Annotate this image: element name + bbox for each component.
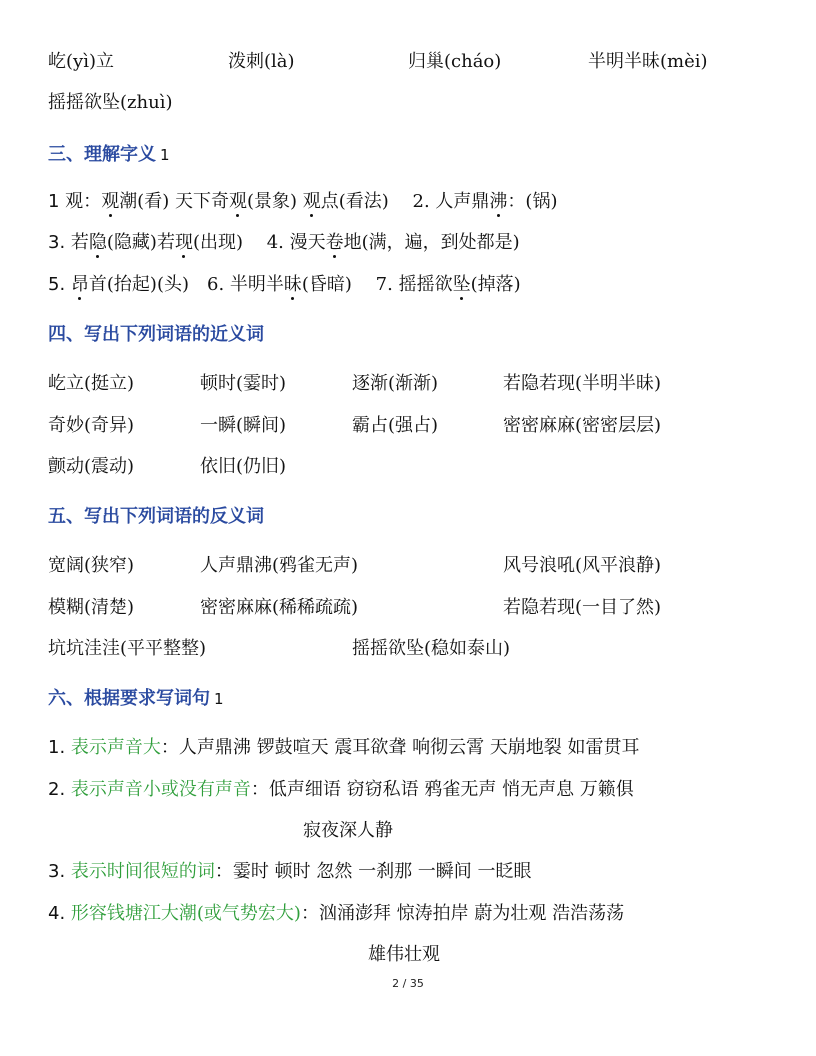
line-text: 点(看法) 2. 人声鼎 bbox=[320, 191, 490, 212]
pinyin-item: 摇摇欲坠(zhuì) bbox=[48, 92, 173, 113]
definition-line bbox=[48, 273, 521, 297]
section-number: 1 bbox=[160, 146, 170, 164]
requirement-line bbox=[48, 860, 532, 884]
section-heading bbox=[48, 143, 170, 167]
antonym-item: 模糊(清楚) bbox=[48, 597, 135, 618]
item-number: 3. bbox=[48, 861, 71, 882]
requirement-words: ：霎时 顿时 忽然 一刹那 一瞬间 一眨眼 bbox=[214, 861, 532, 882]
requirement-continuation: 寂夜深人静 bbox=[303, 820, 393, 841]
line-text: (隐藏)若 bbox=[106, 232, 175, 253]
emphasis-char: 坠 bbox=[452, 274, 471, 295]
item-number: 4. bbox=[48, 903, 71, 924]
line-prefix: 1 观： bbox=[48, 191, 102, 212]
line-text: (掉落) bbox=[470, 274, 521, 295]
antonym-item: 若隐若现(一目了然) bbox=[503, 597, 662, 618]
section-title: 六、根据要求写词句 bbox=[48, 688, 210, 709]
line-text: 首(抬起)(头) 6. 半明半 bbox=[88, 274, 284, 295]
line-text: (景象) bbox=[246, 191, 303, 212]
section-title: 五、写出下列词语的反义词 bbox=[48, 506, 264, 527]
synonym-item: 逐渐(渐渐) bbox=[352, 373, 439, 394]
line-prefix: 3. 若 bbox=[48, 232, 89, 253]
line-text: 地(满，遍，到处都是) bbox=[343, 232, 520, 253]
section-heading bbox=[48, 323, 264, 347]
emphasis-char: 卷 bbox=[325, 232, 344, 253]
section-title: 三、理解字义 bbox=[48, 144, 156, 165]
synonym-item: 一瞬(瞬间) bbox=[200, 415, 287, 436]
requirement-continuation: 雄伟壮观 bbox=[368, 944, 440, 965]
synonym-item: 颤动(震动) bbox=[48, 456, 135, 477]
definition-line bbox=[48, 190, 557, 214]
line-text: (出现) 4. 漫天 bbox=[192, 232, 326, 253]
synonym-item: 奇妙(奇异) bbox=[48, 415, 135, 436]
antonym-item: 宽阔(狭窄) bbox=[48, 555, 135, 576]
antonym-item: 风号浪吼(风平浪静) bbox=[503, 555, 662, 576]
emphasis-char: 隐 bbox=[88, 232, 107, 253]
line-prefix: 5. bbox=[48, 274, 71, 295]
definition-line bbox=[48, 231, 520, 255]
pinyin-item: 归巢(cháo) bbox=[408, 51, 502, 72]
pinyin-item: 屹(yì)立 bbox=[48, 51, 114, 72]
antonym-item: 人声鼎沸(鸦雀无声) bbox=[200, 555, 359, 576]
requirement-words: ：低声细语 窃窃私语 鸦雀无声 悄无声息 万籁俱 bbox=[250, 779, 634, 800]
synonym-item: 屹立(挺立) bbox=[48, 373, 135, 394]
requirement-label: 形容钱塘江大潮(或气势宏大) bbox=[70, 903, 301, 924]
synonym-item: 若隐若现(半明半昧) bbox=[503, 373, 662, 394]
requirement-line bbox=[48, 902, 624, 926]
requirement-line bbox=[48, 736, 640, 760]
synonym-item: 顿时(霎时) bbox=[200, 373, 287, 394]
emphasis-char: 现 bbox=[174, 232, 193, 253]
requirement-label: 表示声音大 bbox=[70, 737, 161, 758]
emphasis-char: 昂 bbox=[70, 274, 89, 295]
synonym-item: 依旧(仍旧) bbox=[200, 456, 287, 477]
requirement-words: ：人声鼎沸 锣鼓喧天 震耳欲聋 响彻云霄 天崩地裂 如雷贯耳 bbox=[160, 737, 640, 758]
line-text: ：(锅) bbox=[507, 191, 558, 212]
antonym-item: 坑坑洼洼(平平整整) bbox=[48, 638, 207, 659]
antonym-item: 密密麻麻(稀稀疏疏) bbox=[200, 597, 359, 618]
synonym-item: 霸占(强占) bbox=[352, 415, 439, 436]
pinyin-item: 泼刺(là) bbox=[228, 51, 295, 72]
section-heading bbox=[48, 505, 264, 529]
item-number: 1. bbox=[48, 737, 71, 758]
section-heading bbox=[48, 687, 224, 711]
synonym-item: 密密麻麻(密密层层) bbox=[503, 415, 662, 436]
emphasis-char: 观 bbox=[228, 191, 247, 212]
line-text: (昏暗) 7. 摇摇欲 bbox=[301, 274, 453, 295]
item-number: 2. bbox=[48, 779, 71, 800]
pinyin-item: 半明半昧(mèi) bbox=[588, 51, 708, 72]
requirement-words: ：汹涌澎拜 惊涛拍岸 蔚为壮观 浩浩荡荡 bbox=[300, 903, 625, 924]
section-number: 1 bbox=[214, 690, 224, 708]
emphasis-char: 昧 bbox=[283, 274, 302, 295]
antonym-item: 摇摇欲坠(稳如泰山) bbox=[352, 638, 511, 659]
emphasis-char: 观 bbox=[302, 191, 321, 212]
emphasis-char: 沸 bbox=[489, 191, 508, 212]
section-title: 四、写出下列词语的近义词 bbox=[48, 324, 264, 345]
requirement-line bbox=[48, 778, 634, 802]
requirement-label: 表示时间很短的词 bbox=[70, 861, 215, 882]
page-number: 2 / 35 bbox=[392, 977, 424, 990]
line-text: 潮(看) 天下奇 bbox=[119, 191, 229, 212]
requirement-label: 表示声音小或没有声音 bbox=[70, 779, 251, 800]
emphasis-char: 观 bbox=[101, 191, 120, 212]
